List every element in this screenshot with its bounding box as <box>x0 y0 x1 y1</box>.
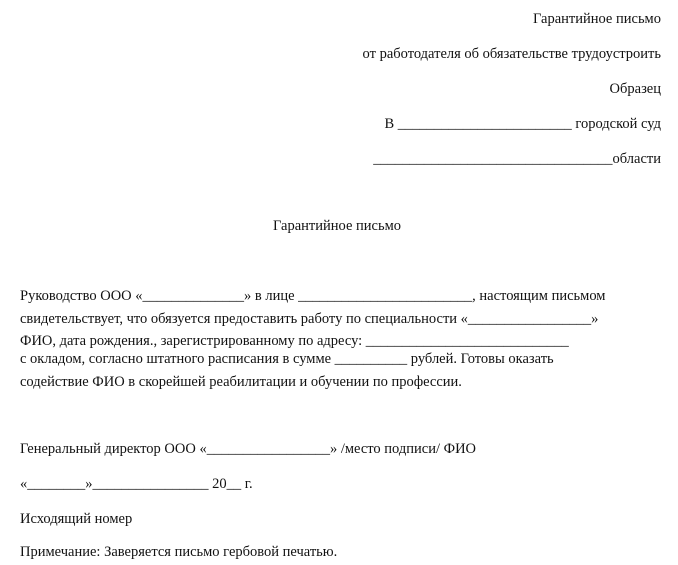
header-title: Гарантийное письмо <box>532 11 661 27</box>
region-line: _________________________________области <box>373 151 661 167</box>
body-line: свидетельствует, что обязуется предоставить работу по специальности «_________________» <box>20 311 599 327</box>
document-heading: Гарантийное письмо <box>273 218 402 234</box>
header-subtitle: от работодателя об обязательстве трудоустроить <box>362 46 661 62</box>
sample-label: Образец <box>609 81 661 97</box>
body-line: содействие ФИО в скорейшей реабилитации и обучении по профессии. <box>20 374 462 390</box>
stamp-note: Примечание: Заверяется письмо гербовой печатью. <box>20 544 338 560</box>
date-line: «________»________________ 20__ г. <box>20 476 253 492</box>
outgoing-number: Исходящий номер <box>20 511 133 527</box>
body-line: Руководство ООО «______________» в лице ________________________, настоящим письмом <box>20 288 606 304</box>
court-line: В ________________________ городской суд <box>384 116 661 132</box>
body-line: с окладом, согласно штатного расписания в сумме __________ рублей. Готовы оказать <box>20 351 554 367</box>
director-signature-line: Генеральный директор ООО «_________________» /место подписи/ ФИО <box>20 441 477 457</box>
body-line: ФИО, дата рождения., зарегистрированному по адресу: ____________________________ <box>20 333 569 349</box>
